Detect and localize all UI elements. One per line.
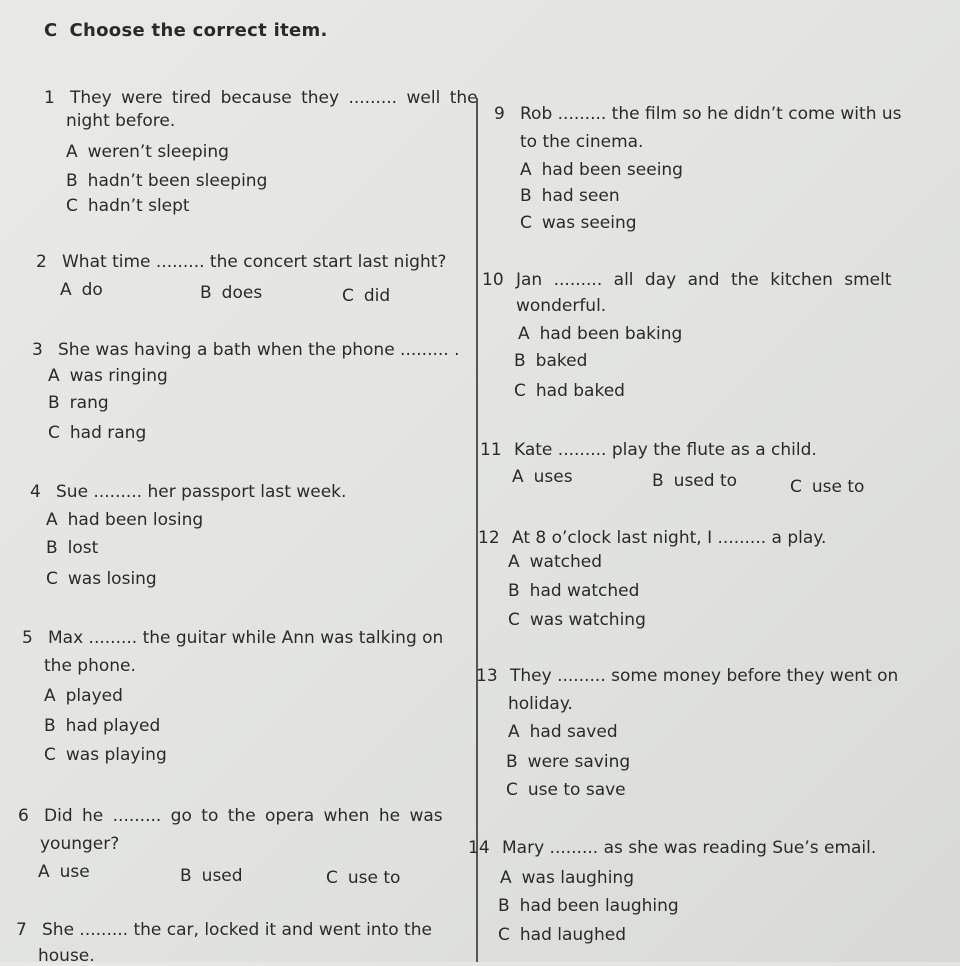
option-c[interactable]: C use to save — [506, 780, 626, 800]
question-13-stem-cont: holiday. — [508, 694, 573, 714]
question-4-stem: 4 Sue ......... her passport last week. — [30, 482, 347, 502]
option-a[interactable]: A use — [38, 862, 90, 882]
question-number: 6 — [18, 806, 29, 826]
question-number: 7 — [16, 920, 27, 940]
option-c[interactable]: C was watching — [508, 610, 646, 630]
option-b[interactable]: B had been laughing — [498, 896, 679, 916]
option-a[interactable]: A was ringing — [48, 366, 168, 386]
question-10-stem-cont: wonderful. — [516, 296, 607, 316]
question-9-stem: 9 Rob ......... the film so he didn’t come with us — [494, 104, 902, 124]
option-c[interactable]: C was playing — [44, 745, 167, 765]
question-number: 4 — [30, 482, 41, 502]
option-b[interactable]: B were saving — [506, 752, 631, 772]
option-b[interactable]: B lost — [46, 538, 99, 558]
option-c[interactable]: C was losing — [46, 569, 157, 589]
option-c[interactable]: C did — [342, 286, 391, 306]
option-b[interactable]: B had watched — [508, 581, 640, 601]
question-number: 12 — [478, 528, 500, 548]
option-a[interactable]: A had saved — [508, 722, 618, 742]
question-7-stem-cont: house. — [38, 946, 95, 966]
question-5-stem: 5 Max ......... the guitar while Ann was talking on — [22, 628, 444, 648]
option-a[interactable]: A had been baking — [518, 324, 683, 344]
question-6-stem: 6 Did he ......... go to the opera when he was — [18, 806, 443, 826]
question-1-stem-cont: night before. — [66, 111, 176, 131]
question-2-stem: 2 What time ......... the concert start last night? — [36, 252, 447, 272]
option-b[interactable]: B does — [200, 283, 263, 303]
question-7-stem: 7 She ......... the car, locked it and went into the — [16, 920, 432, 940]
option-b[interactable]: B had played — [44, 716, 161, 736]
question-number: 14 — [468, 838, 490, 858]
question-9-stem-cont: to the cinema. — [520, 132, 644, 152]
question-number: 5 — [22, 628, 33, 648]
question-5-stem-cont: the phone. — [44, 656, 136, 676]
option-b[interactable]: B baked — [514, 351, 588, 371]
question-10-stem: 10 Jan ......... all day and the kitchen smelt — [482, 270, 892, 290]
question-14-stem: 14 Mary ......... as she was reading Sue’s email. — [468, 838, 877, 858]
option-b[interactable]: B used to — [652, 471, 738, 491]
option-c[interactable]: C hadn’t slept — [66, 196, 190, 216]
option-b[interactable]: B rang — [48, 393, 109, 413]
option-c[interactable]: C had laughed — [498, 925, 626, 945]
question-11-stem: 11 Kate ......... play the flute as a child. — [480, 440, 817, 460]
option-c[interactable]: C had rang — [48, 423, 147, 443]
question-number: 3 — [32, 340, 43, 360]
question-3-stem: 3 She was having a bath when the phone ......... . — [32, 340, 460, 360]
option-b[interactable]: B used — [180, 866, 243, 886]
option-a[interactable]: A had been losing — [46, 510, 204, 530]
option-b[interactable]: B hadn’t been sleeping — [66, 171, 268, 191]
option-c[interactable]: C was seeing — [520, 213, 637, 233]
question-number: 1 — [44, 88, 55, 108]
option-a[interactable]: A played — [44, 686, 123, 706]
question-1-stem: 1 They were tired because they ......... well the — [44, 88, 478, 108]
option-c[interactable]: C use to — [790, 477, 865, 497]
question-13-stem: 13 They ......... some money before they went on — [476, 666, 899, 686]
question-number: 2 — [36, 252, 47, 272]
option-a[interactable]: A do — [60, 280, 103, 300]
section-title: Choose the correct item. — [69, 20, 328, 41]
question-number: 10 — [482, 270, 504, 290]
question-6-stem-cont: younger? — [40, 834, 120, 854]
option-a[interactable]: A weren’t sleeping — [66, 142, 229, 162]
option-a[interactable]: A had been seeing — [520, 160, 683, 180]
option-b[interactable]: B had seen — [520, 186, 620, 206]
question-number: 11 — [480, 440, 502, 460]
option-c[interactable]: C use to — [326, 868, 401, 888]
option-a[interactable]: A watched — [508, 552, 602, 572]
option-a[interactable]: A uses — [512, 467, 573, 487]
section-letter: C — [44, 20, 58, 41]
section-heading — [44, 20, 328, 41]
question-12-stem: 12 At 8 o’clock last night, I ......... a play. — [478, 528, 827, 548]
question-number: 9 — [494, 104, 505, 124]
option-a[interactable]: A was laughing — [500, 868, 634, 888]
question-number: 13 — [476, 666, 498, 686]
option-c[interactable]: C had baked — [514, 381, 625, 401]
